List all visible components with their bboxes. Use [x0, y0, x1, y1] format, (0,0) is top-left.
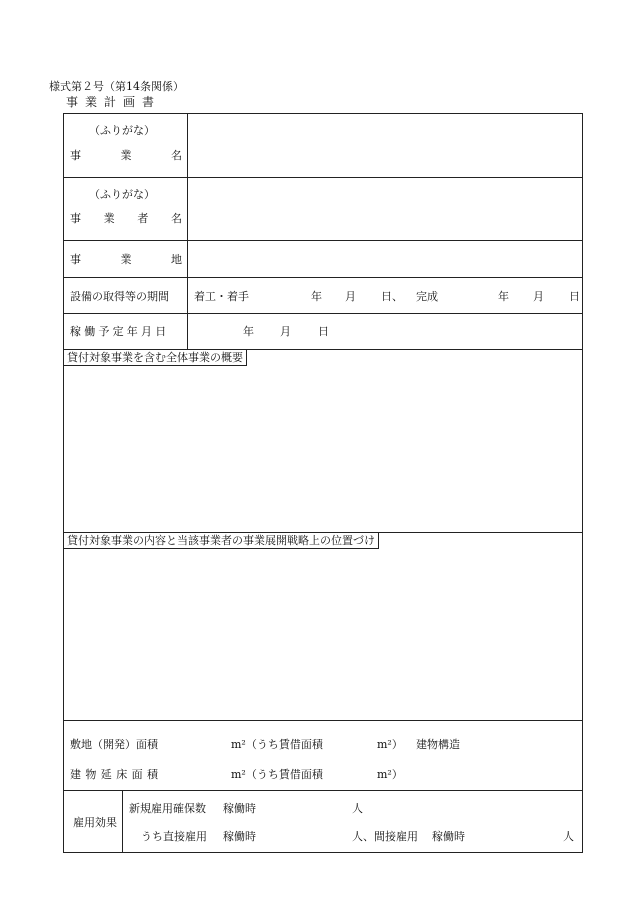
business-name-field[interactable] [189, 115, 581, 176]
overview-field[interactable] [65, 368, 581, 530]
new-hires-label: 新規雇用確保数 [129, 802, 206, 815]
end-day-unit: 日 [569, 290, 580, 303]
label-char: 者 [137, 212, 149, 225]
building-structure-label: 建物構造 [416, 738, 460, 751]
row-divider [63, 177, 583, 178]
label-char: 名 [170, 212, 182, 225]
label-char: 地 [171, 253, 182, 266]
label-char: 業 [120, 253, 132, 266]
site-label [70, 253, 182, 266]
row-divider [63, 790, 583, 791]
operator-name-field[interactable] [189, 179, 581, 239]
label-char: 事 [70, 149, 81, 162]
row-divider [63, 277, 583, 278]
start-month-unit: 月 [345, 290, 356, 303]
label-char: 業 [120, 149, 132, 162]
row-divider [63, 720, 583, 721]
operation-day-unit: 日 [318, 325, 329, 338]
floor-area-label: 建物延床面積 [70, 768, 163, 781]
label-char: 事 [70, 253, 81, 266]
row-divider [63, 240, 583, 241]
label-char: 名 [171, 149, 182, 162]
direct-hire-label: うち直接雇用 [141, 830, 207, 843]
floor-leased-area-unit: m²） [377, 768, 403, 781]
site-field[interactable] [189, 242, 581, 276]
row-divider [63, 313, 583, 314]
operator-name-label [70, 212, 182, 225]
floor-area-unit: m²（うち賃借面積 [231, 768, 323, 781]
furigana-label: （ふりがな） [89, 124, 155, 137]
indirect-hire-person-unit: 人 [563, 830, 574, 843]
label-char: 事 [70, 212, 81, 225]
start-day-unit: 日、 [381, 290, 403, 303]
direct-hire-operation-label: 稼働時 [223, 830, 256, 843]
business-name-label [70, 149, 182, 162]
label-char: 業 [103, 212, 115, 225]
employment-effect-label: 雇用効果 [73, 816, 117, 829]
period-start-label: 着工・着手 [194, 290, 249, 303]
document-title: 事業計画書 [66, 95, 162, 109]
operation-year-unit: 年 [243, 325, 254, 338]
positioning-field[interactable] [65, 551, 581, 718]
site-area-label: 敷地（開発）面積 [70, 738, 158, 751]
operation-date-label: 稼働予定年月日 [70, 325, 170, 338]
new-hires-operation-label: 稼働時 [223, 802, 256, 815]
indirect-hire-label: 人、間接雇用 [352, 830, 418, 843]
end-month-unit: 月 [533, 290, 544, 303]
overview-section-tab: 貸付対象事業を含む全体事業の概要 [64, 350, 247, 366]
site-leased-area-unit: m²） [377, 738, 403, 751]
furigana-label: （ふりがな） [89, 188, 155, 201]
indirect-hire-operation-label: 稼働時 [432, 830, 465, 843]
site-area-unit: m²（うち賃借面積 [231, 738, 323, 751]
label-column-divider [187, 113, 188, 349]
end-year-unit: 年 [498, 290, 509, 303]
form-number: 様式第２号（第14条関係） [49, 80, 184, 93]
completion-label: 完成 [416, 290, 438, 303]
operation-month-unit: 月 [280, 325, 291, 338]
start-year-unit: 年 [311, 290, 322, 303]
period-label: 設備の取得等の期間 [70, 290, 169, 303]
positioning-section-tab: 貸付対象事業の内容と当該事業者の事業展開戦略上の位置づけ [64, 533, 379, 549]
employment-column-divider [122, 790, 123, 853]
new-hires-person-unit: 人 [352, 802, 363, 815]
